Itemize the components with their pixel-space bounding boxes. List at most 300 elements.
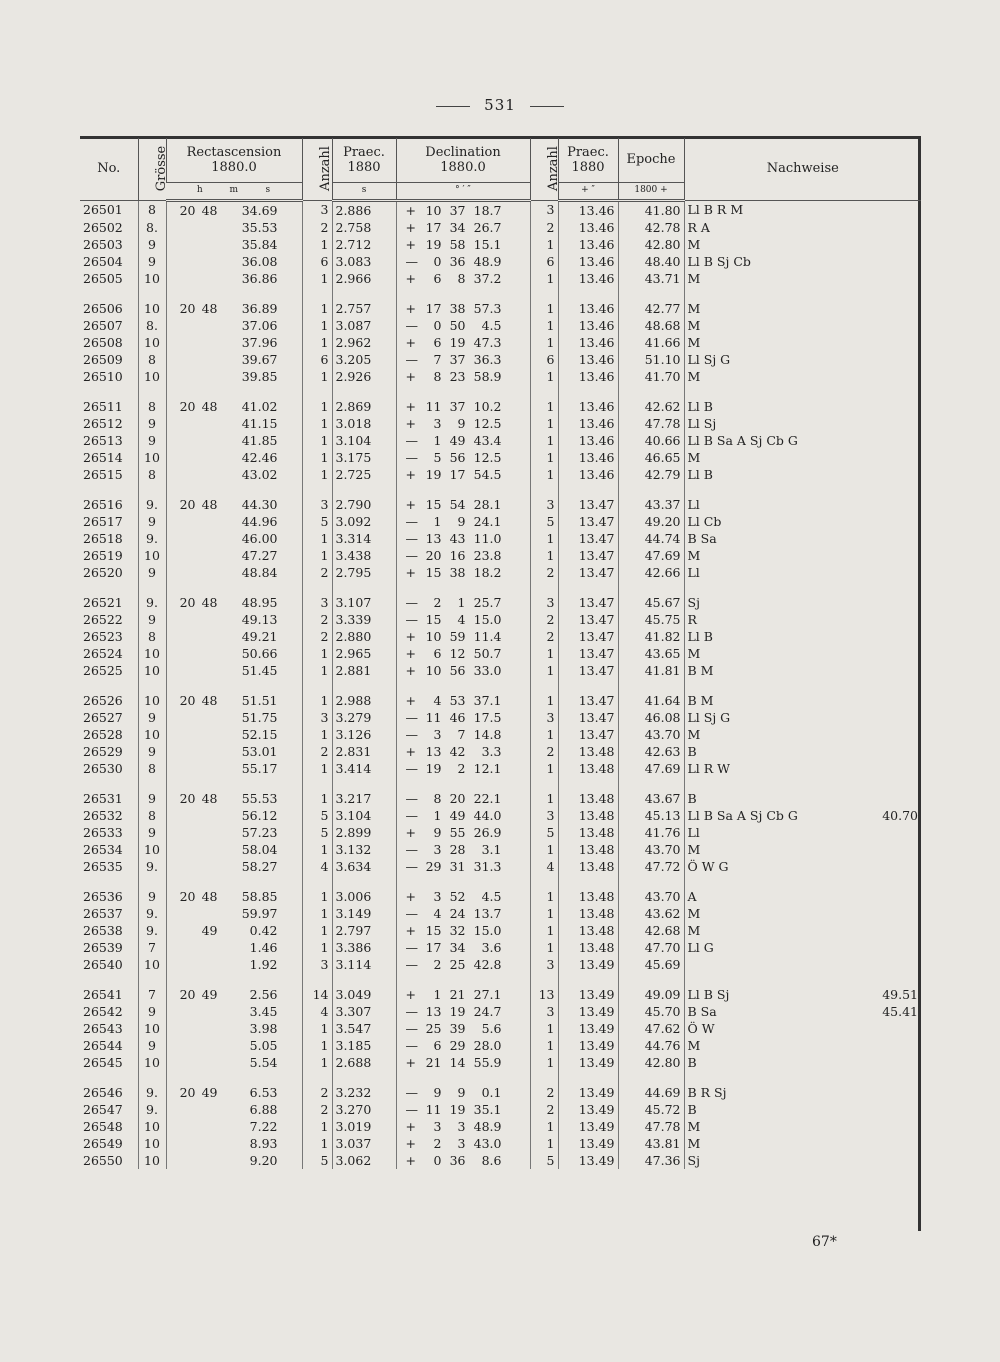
cell-epoch: 47.36 bbox=[618, 1152, 684, 1169]
cell-precession-ra: 2.899 bbox=[332, 824, 396, 841]
decl-arcsec: 58.9 bbox=[473, 368, 502, 384]
cell-references: Sj bbox=[684, 1152, 856, 1169]
header-groesse: Grösse bbox=[138, 138, 166, 200]
cell-precession-decl: 13.47 bbox=[558, 662, 618, 679]
cell-count-ra: 1 bbox=[302, 236, 332, 253]
cell-magnitude: 9 bbox=[138, 564, 166, 581]
cell-precession-ra: 2.966 bbox=[332, 270, 396, 287]
cell-right-ascension bbox=[166, 253, 302, 270]
cell-epoch: 47.78 bbox=[618, 415, 684, 432]
group-gap bbox=[80, 287, 921, 300]
header-praec-ra: Praec. 1880 bbox=[332, 138, 396, 182]
cell-right-ascension bbox=[166, 432, 302, 449]
cell-precession-ra: 3.019 bbox=[332, 1118, 396, 1135]
cell-extra-epoch bbox=[856, 300, 921, 317]
cell-right-ascension bbox=[166, 564, 302, 581]
cell-epoch: 41.66 bbox=[618, 334, 684, 351]
decl-sign: + bbox=[405, 1135, 416, 1151]
decl-degrees: 8 bbox=[433, 368, 442, 384]
table-row bbox=[80, 317, 921, 334]
table-row bbox=[80, 807, 921, 824]
cell-references: B M bbox=[684, 662, 856, 679]
cell-magnitude: 9 bbox=[138, 432, 166, 449]
cell-number: 26522 bbox=[83, 611, 123, 627]
cell-epoch: 45.13 bbox=[618, 807, 684, 824]
decl-arcsec: 42.8 bbox=[473, 956, 502, 972]
cell-epoch: 47.69 bbox=[618, 547, 684, 564]
cell-count-decl: 1 bbox=[530, 662, 558, 679]
decl-degrees: 11 bbox=[425, 398, 442, 414]
group-gap bbox=[80, 1071, 921, 1084]
cell-count-ra: 2 bbox=[302, 564, 332, 581]
decl-arcsec: 17.5 bbox=[473, 709, 502, 725]
cell-extra-epoch bbox=[856, 956, 921, 973]
cell-references: Ll B R M bbox=[684, 200, 856, 219]
cell-epoch: 48.40 bbox=[618, 253, 684, 270]
cell-count-ra: 1 bbox=[302, 1118, 332, 1135]
decl-degrees: 2 bbox=[433, 956, 442, 972]
table-row bbox=[80, 760, 921, 777]
cell-references: Ll B Sj bbox=[684, 986, 856, 1003]
page-number-dash-left bbox=[436, 106, 470, 107]
ra-minutes: 48 bbox=[201, 594, 218, 610]
decl-arcsec: 36.3 bbox=[473, 351, 502, 367]
cell-count-ra: 1 bbox=[302, 1135, 332, 1152]
cell-references: M bbox=[684, 368, 856, 385]
decl-arcsec: 28.0 bbox=[473, 1037, 502, 1053]
cell-references: M bbox=[684, 300, 856, 317]
cell-precession-decl: 13.48 bbox=[558, 905, 618, 922]
table-row bbox=[80, 530, 921, 547]
cell-precession-decl: 13.49 bbox=[558, 1037, 618, 1054]
cell-magnitude: 9. bbox=[138, 922, 166, 939]
cell-precession-decl: 13.46 bbox=[558, 432, 618, 449]
cell-declination bbox=[396, 790, 530, 807]
cell-precession-decl: 13.49 bbox=[558, 1118, 618, 1135]
cell-precession-decl: 13.48 bbox=[558, 841, 618, 858]
cell-extra-epoch bbox=[856, 564, 921, 581]
cell-epoch: 47.78 bbox=[618, 1118, 684, 1135]
decl-arcmin: 59 bbox=[449, 628, 466, 644]
table-row bbox=[80, 1037, 921, 1054]
cell-declination bbox=[396, 628, 530, 645]
cell-count-ra: 3 bbox=[302, 956, 332, 973]
ra-hours: 20 bbox=[179, 594, 196, 610]
cell-magnitude: 10 bbox=[138, 449, 166, 466]
cell-count-decl: 3 bbox=[530, 200, 558, 219]
decl-sign: — bbox=[405, 1084, 418, 1100]
ra-seconds: 34.69 bbox=[241, 202, 278, 218]
table-body bbox=[80, 200, 921, 1169]
cell-count-decl: 6 bbox=[530, 351, 558, 368]
group-gap bbox=[80, 679, 921, 692]
cell-declination bbox=[396, 692, 530, 709]
cell-extra-epoch bbox=[856, 726, 921, 743]
cell-precession-decl: 13.46 bbox=[558, 368, 618, 385]
cell-epoch: 43.67 bbox=[618, 790, 684, 807]
cell-extra-epoch bbox=[856, 824, 921, 841]
cell-references: Ll B bbox=[684, 466, 856, 483]
decl-sign: + bbox=[405, 300, 416, 316]
cell-declination bbox=[396, 807, 530, 824]
cell-references: M bbox=[684, 236, 856, 253]
decl-sign: — bbox=[405, 530, 418, 546]
decl-arcsec: 4.5 bbox=[481, 317, 502, 333]
cell-number: 26526 bbox=[83, 692, 123, 708]
decl-arcmin: 20 bbox=[449, 790, 466, 806]
decl-arcmin: 53 bbox=[449, 692, 466, 708]
cell-count-ra: 3 bbox=[302, 496, 332, 513]
cell-epoch: 45.72 bbox=[618, 1101, 684, 1118]
decl-arcsec: 26.7 bbox=[473, 219, 502, 235]
cell-magnitude: 9. bbox=[138, 1084, 166, 1101]
cell-precession-decl: 13.48 bbox=[558, 888, 618, 905]
cell-count-ra: 1 bbox=[302, 270, 332, 287]
decl-arcmin: 54 bbox=[449, 496, 466, 512]
cell-count-decl: 1 bbox=[530, 760, 558, 777]
table-row bbox=[80, 1101, 921, 1118]
cell-right-ascension bbox=[166, 200, 302, 219]
table-row bbox=[80, 986, 921, 1003]
cell-declination bbox=[396, 841, 530, 858]
decl-arcmin: 14 bbox=[449, 1054, 466, 1070]
cell-right-ascension bbox=[166, 709, 302, 726]
cell-declination bbox=[396, 334, 530, 351]
cell-number: 26503 bbox=[83, 236, 123, 252]
cell-declination bbox=[396, 726, 530, 743]
ra-seconds: 49.13 bbox=[241, 611, 278, 627]
cell-magnitude: 10 bbox=[138, 1054, 166, 1071]
cell-count-ra: 1 bbox=[302, 300, 332, 317]
cell-count-ra: 6 bbox=[302, 351, 332, 368]
table-row bbox=[80, 645, 921, 662]
cell-count-decl: 2 bbox=[530, 219, 558, 236]
cell-count-ra: 1 bbox=[302, 368, 332, 385]
decl-degrees: 2 bbox=[433, 1135, 442, 1151]
cell-count-ra: 1 bbox=[302, 841, 332, 858]
cell-epoch: 47.70 bbox=[618, 939, 684, 956]
cell-right-ascension bbox=[166, 888, 302, 905]
cell-precession-ra: 3.185 bbox=[332, 1037, 396, 1054]
cell-number: 26543 bbox=[83, 1020, 123, 1036]
group-gap bbox=[80, 875, 921, 888]
cell-count-decl: 1 bbox=[530, 466, 558, 483]
cell-number: 26544 bbox=[83, 1037, 123, 1053]
cell-extra-epoch bbox=[856, 317, 921, 334]
cell-right-ascension bbox=[166, 270, 302, 287]
subheader-hms: h m s bbox=[166, 182, 302, 200]
decl-sign: — bbox=[405, 841, 418, 857]
cell-declination bbox=[396, 760, 530, 777]
cell-declination bbox=[396, 1037, 530, 1054]
cell-magnitude: 8 bbox=[138, 807, 166, 824]
cell-count-decl: 1 bbox=[530, 317, 558, 334]
cell-number: 26521 bbox=[83, 594, 123, 610]
cell-precession-decl: 13.48 bbox=[558, 939, 618, 956]
cell-count-decl: 1 bbox=[530, 368, 558, 385]
cell-right-ascension bbox=[166, 1118, 302, 1135]
ra-hours: 20 bbox=[179, 986, 196, 1002]
ra-hours: 20 bbox=[179, 790, 196, 806]
cell-epoch: 42.63 bbox=[618, 743, 684, 760]
cell-declination bbox=[396, 547, 530, 564]
table-row bbox=[80, 824, 921, 841]
cell-extra-epoch bbox=[856, 939, 921, 956]
decl-degrees: 3 bbox=[433, 841, 442, 857]
decl-degrees: 15 bbox=[425, 496, 442, 512]
cell-precession-decl: 13.46 bbox=[558, 334, 618, 351]
cell-references: M bbox=[684, 317, 856, 334]
cell-precession-decl: 13.49 bbox=[558, 986, 618, 1003]
cell-count-decl: 1 bbox=[530, 692, 558, 709]
ra-seconds: 36.86 bbox=[241, 270, 278, 286]
decl-sign: + bbox=[405, 202, 416, 218]
cell-epoch: 44.74 bbox=[618, 530, 684, 547]
cell-right-ascension bbox=[166, 760, 302, 777]
cell-extra-epoch bbox=[856, 611, 921, 628]
cell-magnitude: 9. bbox=[138, 1101, 166, 1118]
cell-epoch: 42.66 bbox=[618, 564, 684, 581]
cell-number: 26537 bbox=[83, 905, 123, 921]
table-header bbox=[80, 138, 921, 200]
cell-count-decl: 1 bbox=[530, 398, 558, 415]
cell-magnitude: 9 bbox=[138, 415, 166, 432]
table-row bbox=[80, 1020, 921, 1037]
cell-precession-ra: 3.006 bbox=[332, 888, 396, 905]
table-row bbox=[80, 692, 921, 709]
cell-declination bbox=[396, 888, 530, 905]
cell-count-decl: 1 bbox=[530, 1020, 558, 1037]
decl-arcmin: 7 bbox=[457, 726, 466, 742]
cell-precession-ra: 3.175 bbox=[332, 449, 396, 466]
decl-arcsec: 22.1 bbox=[473, 790, 502, 806]
cell-epoch: 44.69 bbox=[618, 1084, 684, 1101]
cell-epoch: 45.69 bbox=[618, 956, 684, 973]
decl-sign: + bbox=[405, 824, 416, 840]
ra-seconds: 39.85 bbox=[241, 368, 278, 384]
cell-extra-epoch bbox=[856, 270, 921, 287]
cell-precession-ra: 2.880 bbox=[332, 628, 396, 645]
cell-magnitude: 10 bbox=[138, 662, 166, 679]
group-gap bbox=[80, 973, 921, 986]
cell-number: 26506 bbox=[83, 300, 123, 316]
ra-seconds: 56.12 bbox=[241, 807, 278, 823]
decl-arcsec: 15.0 bbox=[473, 922, 502, 938]
cell-number: 26534 bbox=[83, 841, 123, 857]
cell-precession-ra: 2.962 bbox=[332, 334, 396, 351]
decl-degrees: 29 bbox=[425, 858, 442, 874]
decl-sign: — bbox=[405, 956, 418, 972]
decl-arcsec: 54.5 bbox=[473, 466, 502, 482]
cell-precession-ra: 3.126 bbox=[332, 726, 396, 743]
cell-extra-epoch bbox=[856, 709, 921, 726]
cell-epoch: 43.71 bbox=[618, 270, 684, 287]
cell-epoch: 42.62 bbox=[618, 398, 684, 415]
cell-number: 26548 bbox=[83, 1118, 123, 1134]
cell-count-ra: 1 bbox=[302, 466, 332, 483]
cell-references: M bbox=[684, 841, 856, 858]
cell-magnitude: 9. bbox=[138, 496, 166, 513]
cell-count-ra: 2 bbox=[302, 1101, 332, 1118]
decl-arcmin: 3 bbox=[457, 1118, 466, 1134]
cell-magnitude: 10 bbox=[138, 645, 166, 662]
cell-right-ascension bbox=[166, 1135, 302, 1152]
cell-references: M bbox=[684, 922, 856, 939]
cell-precession-ra: 2.757 bbox=[332, 300, 396, 317]
cell-precession-ra: 3.107 bbox=[332, 594, 396, 611]
cell-references: M bbox=[684, 645, 856, 662]
cell-count-ra: 1 bbox=[302, 888, 332, 905]
decl-degrees: 10 bbox=[425, 628, 442, 644]
cell-number: 26528 bbox=[83, 726, 123, 742]
ra-seconds: 3.45 bbox=[249, 1003, 278, 1019]
cell-references: M bbox=[684, 547, 856, 564]
cell-precession-decl: 13.47 bbox=[558, 530, 618, 547]
decl-degrees: 0 bbox=[433, 1152, 442, 1168]
cell-right-ascension bbox=[166, 1003, 302, 1020]
cell-extra-epoch bbox=[856, 530, 921, 547]
cell-references: B bbox=[684, 1054, 856, 1071]
header-epoche: Epoche bbox=[618, 138, 684, 182]
cell-count-ra: 1 bbox=[302, 905, 332, 922]
cell-precession-decl: 13.49 bbox=[558, 1020, 618, 1037]
subheader-praec-seconds: s bbox=[332, 182, 396, 200]
cell-precession-ra: 3.279 bbox=[332, 709, 396, 726]
cell-declination bbox=[396, 513, 530, 530]
table-row bbox=[80, 466, 921, 483]
decl-degrees: 1 bbox=[433, 513, 442, 529]
decl-degrees: 15 bbox=[425, 922, 442, 938]
cell-extra-epoch: 49.51 bbox=[882, 986, 918, 1002]
cell-number: 26529 bbox=[83, 743, 123, 759]
decl-arcsec: 27.1 bbox=[473, 986, 502, 1002]
cell-right-ascension bbox=[166, 351, 302, 368]
ra-seconds: 39.67 bbox=[241, 351, 278, 367]
decl-degrees: 2 bbox=[433, 594, 442, 610]
cell-count-decl: 1 bbox=[530, 1054, 558, 1071]
cell-references: Ll Cb bbox=[684, 513, 856, 530]
table-row bbox=[80, 449, 921, 466]
cell-declination bbox=[396, 351, 530, 368]
decl-degrees: 11 bbox=[425, 709, 442, 725]
decl-arcsec: 0.1 bbox=[481, 1084, 502, 1100]
group-gap bbox=[80, 581, 921, 594]
cell-precession-ra: 3.438 bbox=[332, 547, 396, 564]
cell-magnitude: 9 bbox=[138, 790, 166, 807]
cell-declination bbox=[396, 858, 530, 875]
decl-arcmin: 9 bbox=[457, 1084, 466, 1100]
cell-references: Ll R W bbox=[684, 760, 856, 777]
cell-number: 26535 bbox=[83, 858, 123, 874]
cell-precession-decl: 13.46 bbox=[558, 466, 618, 483]
cell-extra-epoch: 40.70 bbox=[882, 807, 918, 823]
cell-count-ra: 1 bbox=[302, 1020, 332, 1037]
cell-declination bbox=[396, 449, 530, 466]
cell-declination bbox=[396, 368, 530, 385]
decl-sign: + bbox=[405, 219, 416, 235]
cell-precession-decl: 13.49 bbox=[558, 1135, 618, 1152]
decl-arcsec: 25.7 bbox=[473, 594, 502, 610]
subheader-degrees: ° ′ ″ bbox=[396, 182, 530, 200]
table-row bbox=[80, 1084, 921, 1101]
cell-count-ra: 1 bbox=[302, 547, 332, 564]
decl-arcsec: 12.1 bbox=[473, 760, 502, 776]
cell-precession-ra: 3.092 bbox=[332, 513, 396, 530]
decl-degrees: 0 bbox=[433, 317, 442, 333]
cell-right-ascension bbox=[166, 905, 302, 922]
cell-count-decl: 3 bbox=[530, 594, 558, 611]
cell-precession-ra: 3.104 bbox=[332, 432, 396, 449]
decl-arcmin: 9 bbox=[457, 415, 466, 431]
table-row bbox=[80, 236, 921, 253]
cell-count-decl: 1 bbox=[530, 790, 558, 807]
decl-arcsec: 57.3 bbox=[473, 300, 502, 316]
cell-declination bbox=[396, 709, 530, 726]
page-number-dash-right bbox=[530, 106, 564, 107]
cell-count-ra: 1 bbox=[302, 922, 332, 939]
table-row bbox=[80, 922, 921, 939]
ra-seconds: 41.15 bbox=[241, 415, 278, 431]
cell-precession-decl: 13.49 bbox=[558, 956, 618, 973]
cell-precession-decl: 13.46 bbox=[558, 300, 618, 317]
cell-count-ra: 1 bbox=[302, 1054, 332, 1071]
header-anzahl: Anzahl bbox=[302, 138, 332, 200]
decl-arcmin: 17 bbox=[449, 466, 466, 482]
cell-count-ra: 1 bbox=[302, 334, 332, 351]
cell-count-decl: 5 bbox=[530, 1152, 558, 1169]
cell-right-ascension bbox=[166, 594, 302, 611]
cell-epoch: 43.70 bbox=[618, 841, 684, 858]
decl-sign: + bbox=[405, 662, 416, 678]
decl-arcsec: 5.6 bbox=[481, 1020, 502, 1036]
cell-magnitude: 10 bbox=[138, 300, 166, 317]
table-row bbox=[80, 1003, 921, 1020]
ra-hours: 20 bbox=[179, 1084, 196, 1100]
ra-seconds: 0.42 bbox=[249, 922, 278, 938]
decl-degrees: 19 bbox=[425, 760, 442, 776]
ra-seconds: 37.96 bbox=[241, 334, 278, 350]
cell-precession-decl: 13.47 bbox=[558, 564, 618, 581]
ra-seconds: 58.04 bbox=[241, 841, 278, 857]
decl-sign: — bbox=[405, 1037, 418, 1053]
cell-right-ascension bbox=[166, 334, 302, 351]
cell-count-ra: 1 bbox=[302, 726, 332, 743]
table-row bbox=[80, 1054, 921, 1071]
cell-epoch: 46.65 bbox=[618, 449, 684, 466]
ra-seconds: 44.30 bbox=[241, 496, 278, 512]
cell-count-decl: 1 bbox=[530, 415, 558, 432]
cell-right-ascension bbox=[166, 824, 302, 841]
cell-precession-ra: 3.132 bbox=[332, 841, 396, 858]
cell-extra-epoch bbox=[856, 496, 921, 513]
ra-minutes: 49 bbox=[201, 922, 218, 938]
cell-count-decl: 1 bbox=[530, 432, 558, 449]
cell-number: 26525 bbox=[83, 662, 123, 678]
cell-right-ascension bbox=[166, 300, 302, 317]
ra-minutes: 48 bbox=[201, 300, 218, 316]
cell-number: 26545 bbox=[83, 1054, 123, 1070]
decl-arcmin: 21 bbox=[449, 986, 466, 1002]
cell-precession-ra: 3.062 bbox=[332, 1152, 396, 1169]
decl-sign: + bbox=[405, 986, 416, 1002]
cell-magnitude: 10 bbox=[138, 956, 166, 973]
decl-sign: — bbox=[405, 547, 418, 563]
cell-count-ra: 1 bbox=[302, 1037, 332, 1054]
table-row bbox=[80, 611, 921, 628]
decl-arcsec: 15.1 bbox=[473, 236, 502, 252]
cell-count-ra: 1 bbox=[302, 530, 332, 547]
decl-arcmin: 43 bbox=[449, 530, 466, 546]
